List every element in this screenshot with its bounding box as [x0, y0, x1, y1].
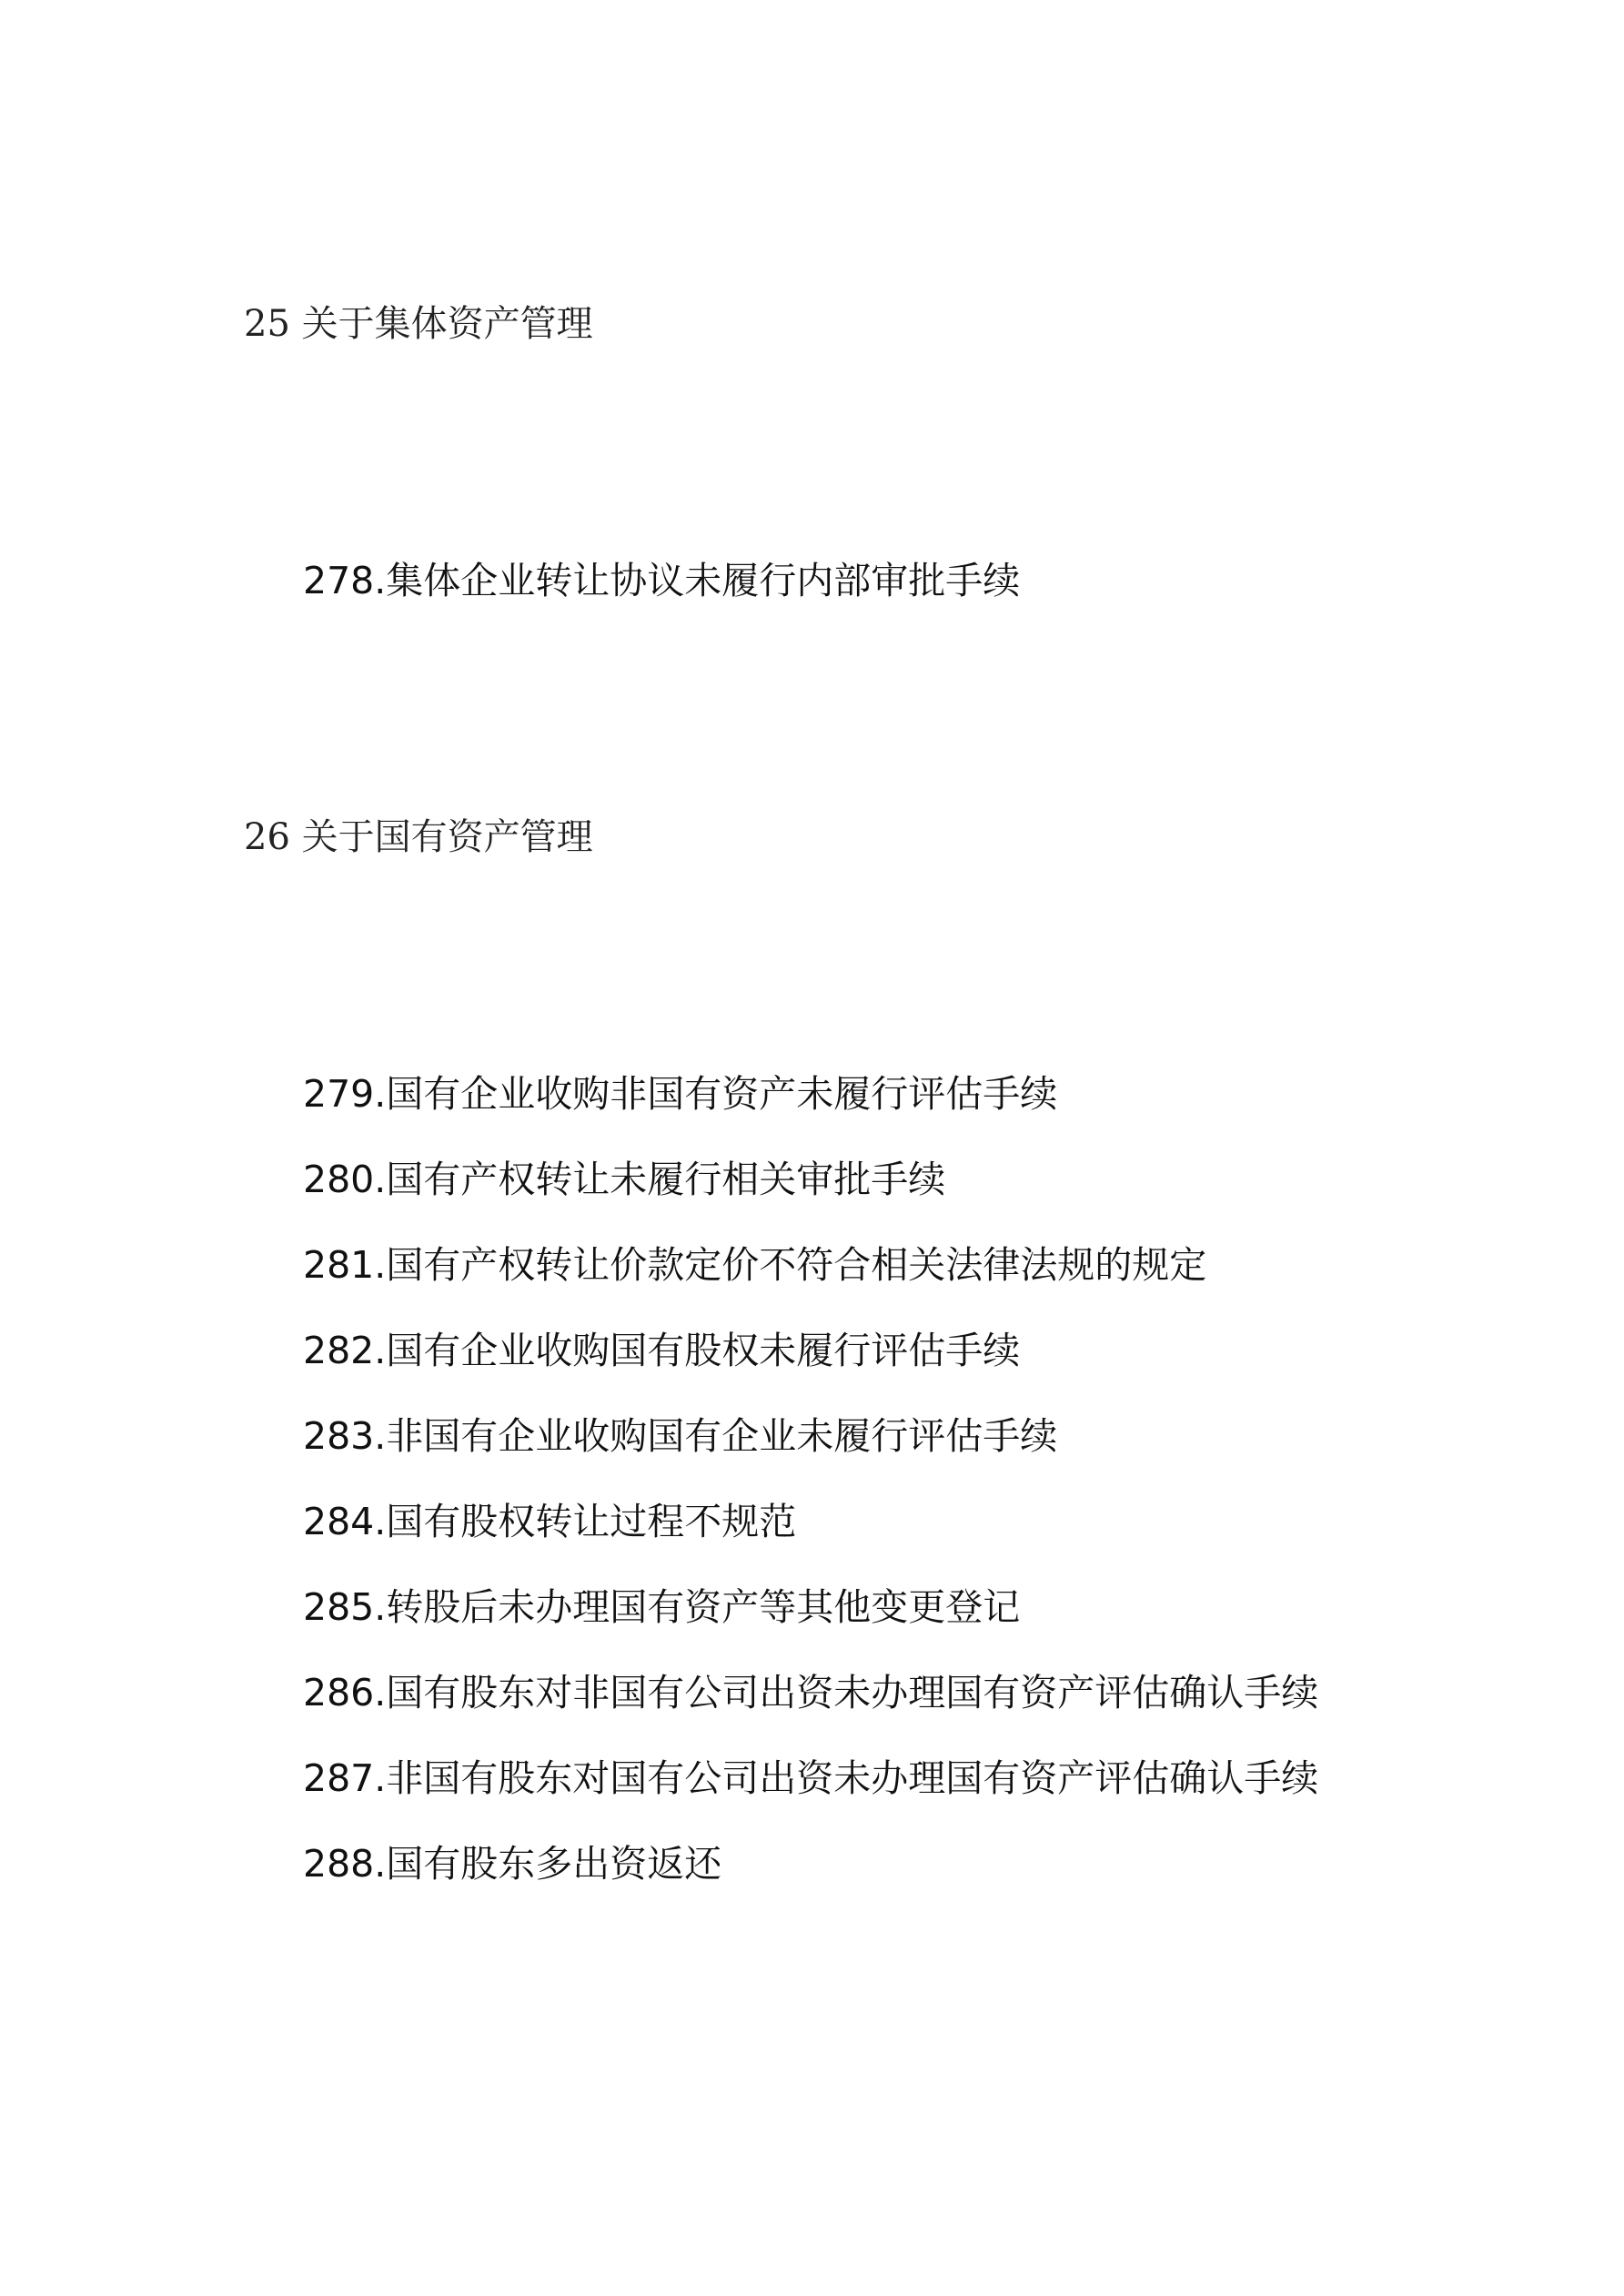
section-heading-state-assets: 26 关于国有资产管理 — [244, 816, 593, 858]
list-item: 285.转股后未办理国有资产等其他变更登记 — [303, 1585, 1021, 1629]
list-item: 287.非国有股东对国有公司出资未办理国有资产评估确认手续 — [303, 1756, 1319, 1800]
list-item: 279.国有企业收购非国有资产未履行评估手续 — [303, 1072, 1058, 1116]
list-item: 286.国有股东对非国有公司出资未办理国有资产评估确认手续 — [303, 1671, 1319, 1714]
list-item: 281.国有产权转让价款定价不符合相关法律法规的规定 — [303, 1243, 1207, 1287]
section-heading-collective-assets: 25 关于集体资产管理 — [244, 303, 593, 345]
list-item: 282.国有企业收购国有股权未履行评估手续 — [303, 1329, 1021, 1372]
list-item: 280.国有产权转让未履行相关审批手续 — [303, 1158, 946, 1201]
list-item: 278.集体企业转让协议未履行内部审批手续 — [303, 559, 1021, 602]
list-item: 284.国有股权转让过程不规范 — [303, 1500, 797, 1543]
list-item: 283.非国有企业收购国有企业未履行评估手续 — [303, 1414, 1058, 1458]
list-item: 288.国有股东多出资返还 — [303, 1842, 722, 1886]
